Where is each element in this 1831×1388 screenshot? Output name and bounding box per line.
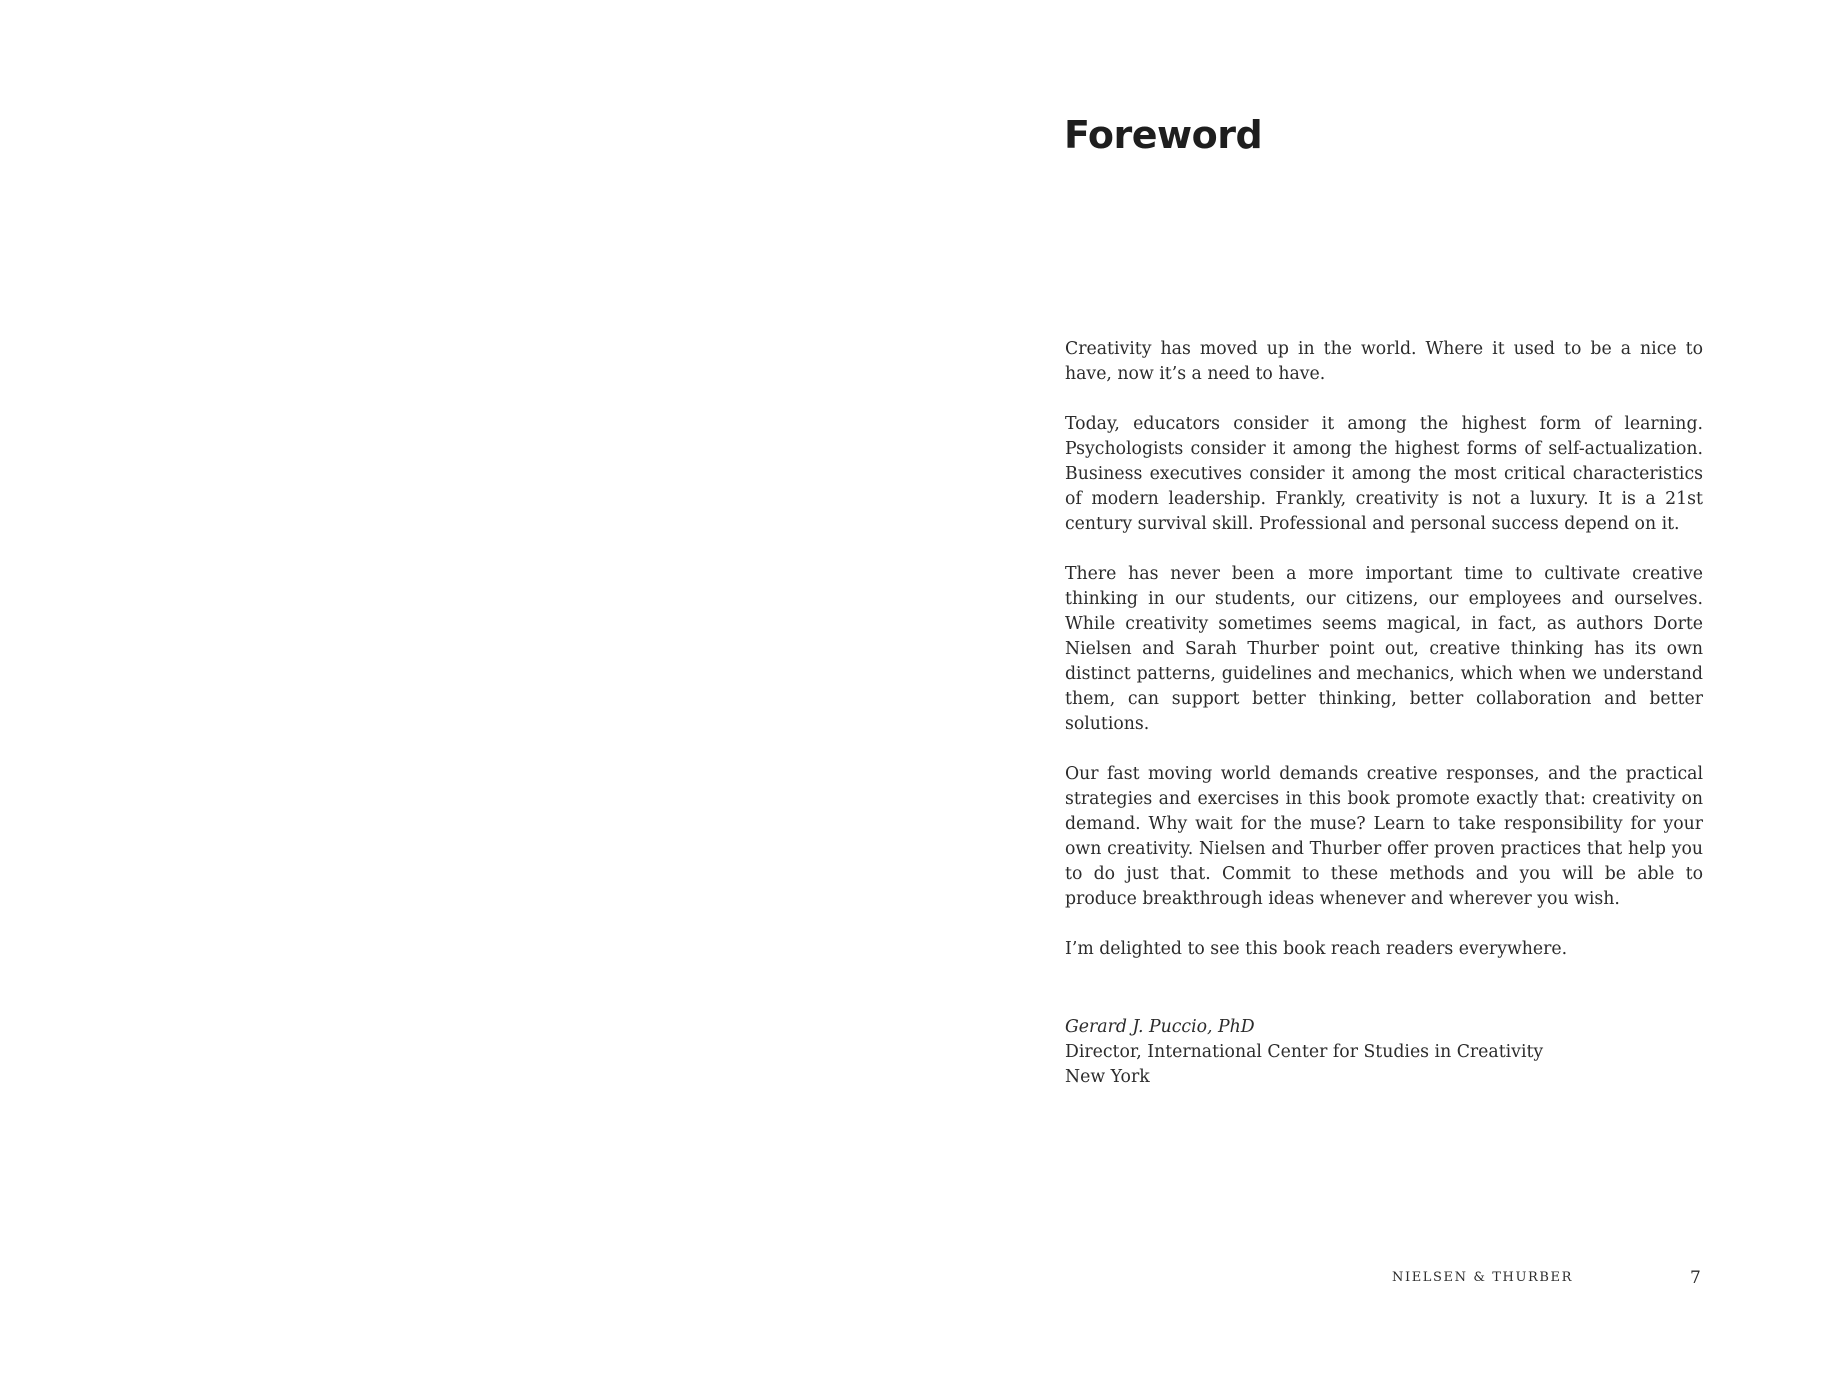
- paragraph-2: Today, educators consider it among the highest form of learning. Psychologists consider it among the highest forms of self-actualization. Business executives consider it among the most critical characteristics of modern leadership. Frankly, creativity is not a luxury. It is a 21st century survival skill. Professional and personal success depend on it.: [1065, 414, 1703, 534]
- paragraph-1: Creativity has moved up in the world. Where it used to be a nice to have, now it’s a need to have.: [1065, 339, 1703, 384]
- signature-block: [1065, 1015, 1703, 1090]
- paragraph-4: Our fast moving world demands creative responses, and the practical strategies and exercises in this book promote exactly that: creativity on demand. Why wait for the muse? Learn to take responsibility for your own creativity. Nielsen and Thurber offer proven practices that help you to do just that. Commit to these methods and you will be able to produce breakthrough ideas whenever and wherever you wish.: [1065, 764, 1703, 909]
- running-footer-authors: NIELSEN & THURBER: [1392, 1270, 1574, 1285]
- page-title: Foreword: [1064, 113, 1263, 157]
- signature-name: Gerard J. Puccio, PhD: [1065, 1017, 1255, 1037]
- paragraph-3: There has never been a more important time to cultivate creative thinking in our students, our citizens, our employees and ourselves. While creativity sometimes seems magical, in fact, as authors Dorte Nielsen and Sarah Thurber point out, creative thinking has its own distinct patterns, guidelines and mechanics, which when we understand them, can support better thinking, better collaboration and better solutions.: [1065, 564, 1703, 734]
- paragraph-5: I’m delighted to see this book reach readers everywhere.: [1065, 939, 1568, 959]
- page-number: 7: [1690, 1268, 1701, 1288]
- right-page: [915, 0, 1831, 1388]
- foreword-body: [1065, 337, 1703, 987]
- left-page-blank: [0, 0, 915, 1388]
- signature-location: New York: [1065, 1067, 1150, 1087]
- signature-title: Director, International Center for Studies in Creativity: [1065, 1042, 1544, 1062]
